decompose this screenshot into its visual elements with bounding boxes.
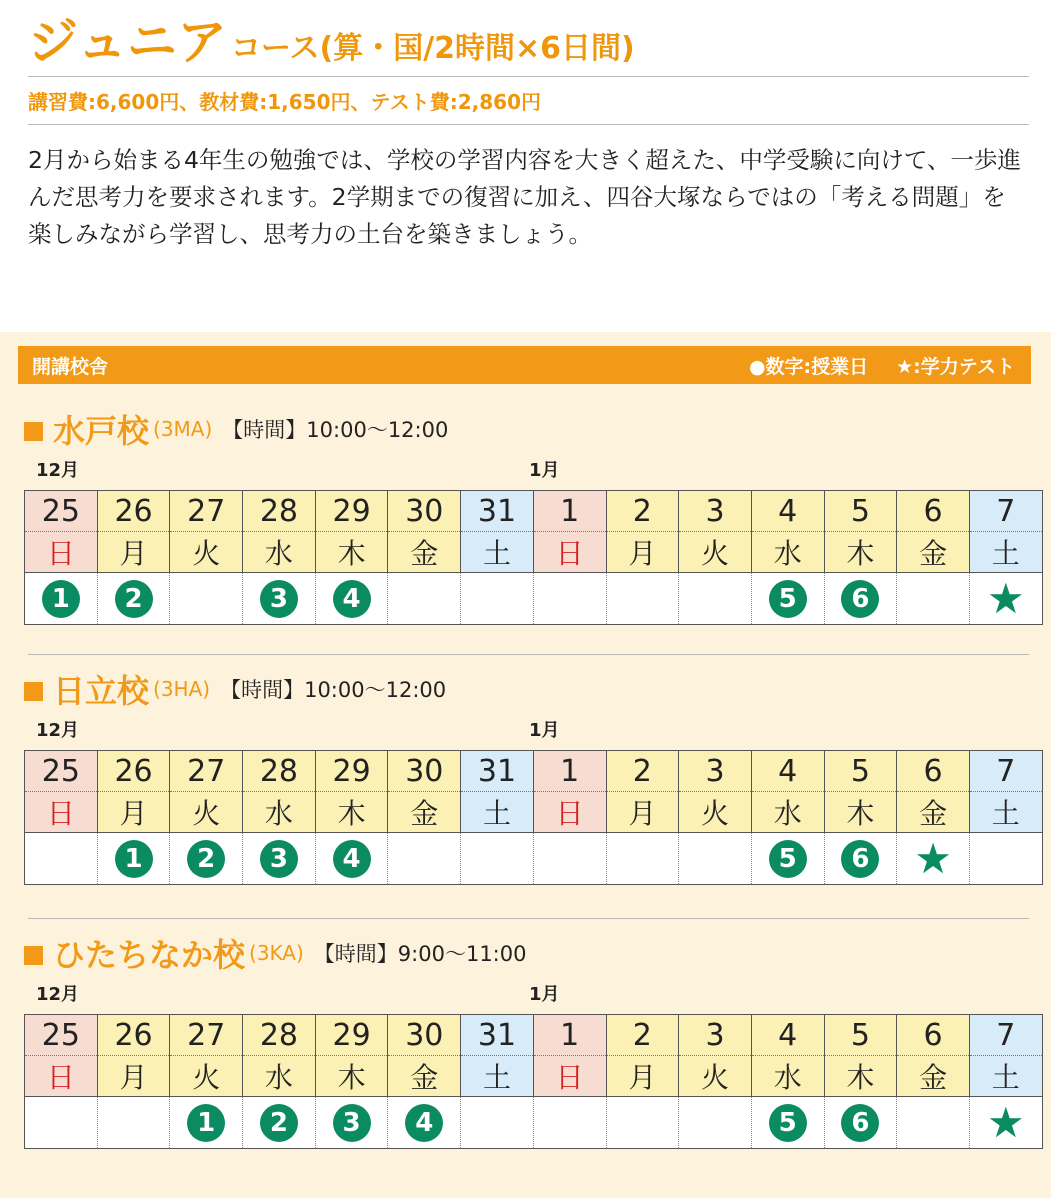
weekday-cell: 火 bbox=[679, 532, 752, 573]
mark-cell bbox=[388, 573, 461, 625]
month-label: 12月 bbox=[36, 720, 80, 741]
weekday-cell: 水 bbox=[243, 532, 316, 573]
month-label: 1月 bbox=[529, 460, 560, 481]
mark-cell bbox=[824, 1097, 897, 1149]
weekday-cell: 金 bbox=[897, 1056, 970, 1097]
weekday-cell: 日 bbox=[533, 792, 606, 833]
class-day-badge: 4 bbox=[405, 1104, 443, 1142]
campus-name: 水戸校 bbox=[53, 412, 150, 450]
mark-cell bbox=[388, 833, 461, 885]
mark-cell bbox=[897, 573, 970, 625]
date-cell: 30 bbox=[388, 491, 461, 532]
date-cell: 30 bbox=[388, 751, 461, 792]
mark-cell bbox=[25, 1097, 98, 1149]
date-cell: 31 bbox=[461, 491, 534, 532]
date-cell: 2 bbox=[606, 1015, 679, 1056]
class-day-badge: 2 bbox=[260, 1104, 298, 1142]
legend-class-day: ●数字:授業日 bbox=[748, 355, 869, 378]
schools-banner bbox=[18, 346, 1031, 384]
campus-name: 日立校 bbox=[53, 672, 150, 710]
campus-code: (3MA) bbox=[153, 417, 213, 441]
test-star-icon: ★ bbox=[914, 833, 952, 883]
weekday-cell: 月 bbox=[606, 792, 679, 833]
date-cell: 31 bbox=[461, 751, 534, 792]
date-cell: 2 bbox=[606, 751, 679, 792]
date-cell: 6 bbox=[897, 1015, 970, 1056]
date-cell: 29 bbox=[315, 1015, 388, 1056]
mark-cell bbox=[315, 573, 388, 625]
mark-cell bbox=[679, 833, 752, 885]
mark-cell bbox=[533, 833, 606, 885]
class-day-badge: 5 bbox=[769, 580, 807, 618]
mark-cell bbox=[243, 573, 316, 625]
campus-header bbox=[24, 668, 446, 710]
mark-cell bbox=[315, 1097, 388, 1149]
month-label: 1月 bbox=[529, 720, 560, 741]
weekday-cell: 金 bbox=[388, 532, 461, 573]
weekday-cell: 火 bbox=[170, 792, 243, 833]
mark-cell bbox=[461, 573, 534, 625]
weekday-cell: 水 bbox=[243, 792, 316, 833]
mark-cell bbox=[897, 833, 970, 885]
banner-label: 開講校舎 bbox=[32, 355, 109, 378]
date-cell: 31 bbox=[461, 1015, 534, 1056]
legend-test: ★:学力テスト bbox=[896, 355, 1015, 378]
test-star-icon: ★ bbox=[986, 573, 1025, 623]
date-cell: 28 bbox=[243, 751, 316, 792]
mark-cell bbox=[25, 833, 98, 885]
weekday-cell: 月 bbox=[97, 532, 170, 573]
date-cell: 3 bbox=[679, 491, 752, 532]
mark-cell bbox=[170, 833, 243, 885]
fees-text: 講習費:6,600円、教材費:1,650円、テスト費:2,860円 bbox=[28, 90, 541, 114]
mark-cell bbox=[315, 833, 388, 885]
date-cell: 6 bbox=[897, 491, 970, 532]
course-description: 2月から始まる4年生の勉強では、学校の学習内容を大きく超えた、中学受験に向けて、一歩進んだ思考力を要求されます。2学期までの復習に加え、四谷大塚ならではの「考える問題」を楽しみながら学習し、思考力の土台を築きましょう。 bbox=[28, 146, 1021, 248]
class-day-badge: 1 bbox=[115, 840, 153, 878]
weekday-cell: 日 bbox=[25, 792, 98, 833]
date-cell: 5 bbox=[824, 491, 897, 532]
mark-cell bbox=[243, 1097, 316, 1149]
weekday-cell: 火 bbox=[679, 1056, 752, 1097]
date-cell: 26 bbox=[97, 751, 170, 792]
class-day-badge: 6 bbox=[841, 840, 879, 878]
mark-cell bbox=[97, 573, 170, 625]
schedule-calendar bbox=[24, 1014, 1043, 1149]
divider bbox=[28, 124, 1029, 125]
campus-time: 【時間】10:00〜12:00 bbox=[222, 418, 449, 442]
date-cell: 25 bbox=[25, 751, 98, 792]
weekday-cell: 木 bbox=[315, 532, 388, 573]
class-day-badge: 4 bbox=[333, 580, 371, 618]
mark-cell bbox=[751, 573, 824, 625]
date-cell: 3 bbox=[679, 751, 752, 792]
date-cell: 27 bbox=[170, 491, 243, 532]
date-cell: 2 bbox=[606, 491, 679, 532]
class-day-badge: 3 bbox=[260, 580, 298, 618]
section-divider bbox=[28, 918, 1029, 919]
weekday-cell: 日 bbox=[533, 1056, 606, 1097]
weekday-cell: 月 bbox=[606, 532, 679, 573]
mark-cell bbox=[461, 1097, 534, 1149]
weekday-cell: 土 bbox=[461, 532, 534, 573]
class-day-badge: 1 bbox=[187, 1104, 225, 1142]
weekday-cell: 月 bbox=[97, 1056, 170, 1097]
month-label: 1月 bbox=[529, 984, 560, 1005]
class-day-badge: 2 bbox=[115, 580, 153, 618]
class-day-badge: 2 bbox=[187, 840, 225, 878]
campus-code: (3HA) bbox=[153, 677, 211, 701]
class-day-badge: 1 bbox=[42, 580, 80, 618]
mark-cell bbox=[824, 573, 897, 625]
weekday-cell: 火 bbox=[170, 532, 243, 573]
weekday-cell: 土 bbox=[969, 532, 1042, 573]
mark-cell bbox=[97, 833, 170, 885]
legend bbox=[749, 352, 1015, 379]
weekday-cell: 月 bbox=[606, 1056, 679, 1097]
mark-cell bbox=[533, 1097, 606, 1149]
weekday-cell: 土 bbox=[461, 792, 534, 833]
class-day-badge: 4 bbox=[333, 840, 371, 878]
mark-cell bbox=[969, 1097, 1042, 1149]
weekday-cell: 土 bbox=[969, 1056, 1042, 1097]
mark-cell bbox=[25, 573, 98, 625]
weekday-cell: 水 bbox=[751, 532, 824, 573]
date-cell: 25 bbox=[25, 1015, 98, 1056]
date-cell: 5 bbox=[824, 751, 897, 792]
mark-cell bbox=[969, 573, 1042, 625]
date-cell: 28 bbox=[243, 1015, 316, 1056]
date-cell: 7 bbox=[969, 1015, 1042, 1056]
date-cell: 7 bbox=[969, 751, 1042, 792]
weekday-cell: 日 bbox=[25, 1056, 98, 1097]
class-day-badge: 5 bbox=[769, 840, 807, 878]
campus-header bbox=[24, 408, 448, 450]
weekday-cell: 木 bbox=[824, 792, 897, 833]
date-cell: 30 bbox=[388, 1015, 461, 1056]
date-cell: 27 bbox=[170, 751, 243, 792]
mark-cell bbox=[533, 573, 606, 625]
mark-cell bbox=[751, 833, 824, 885]
weekday-cell: 水 bbox=[751, 792, 824, 833]
mark-cell bbox=[897, 1097, 970, 1149]
mark-cell bbox=[969, 833, 1042, 885]
date-cell: 1 bbox=[533, 1015, 606, 1056]
date-cell: 25 bbox=[25, 491, 98, 532]
mark-cell bbox=[170, 1097, 243, 1149]
date-cell: 4 bbox=[751, 751, 824, 792]
weekday-cell: 水 bbox=[243, 1056, 316, 1097]
date-cell: 28 bbox=[243, 491, 316, 532]
campus-time: 【時間】10:00〜12:00 bbox=[220, 678, 447, 702]
campus-header bbox=[24, 932, 526, 974]
test-star-icon: ★ bbox=[986, 1097, 1025, 1147]
weekday-cell: 水 bbox=[751, 1056, 824, 1097]
mark-cell bbox=[679, 1097, 752, 1149]
date-cell: 1 bbox=[533, 751, 606, 792]
mark-cell bbox=[388, 1097, 461, 1149]
weekday-cell: 金 bbox=[897, 532, 970, 573]
mark-cell bbox=[606, 833, 679, 885]
campus-name: ひたちなか校 bbox=[53, 936, 246, 974]
date-cell: 29 bbox=[315, 751, 388, 792]
weekday-cell: 火 bbox=[679, 792, 752, 833]
class-day-badge: 6 bbox=[841, 1104, 879, 1142]
weekday-cell: 火 bbox=[170, 1056, 243, 1097]
weekday-cell: 木 bbox=[315, 1056, 388, 1097]
weekday-cell: 金 bbox=[388, 792, 461, 833]
mark-cell bbox=[606, 1097, 679, 1149]
date-cell: 5 bbox=[824, 1015, 897, 1056]
weekday-cell: 金 bbox=[388, 1056, 461, 1097]
date-cell: 4 bbox=[751, 491, 824, 532]
weekday-cell: 土 bbox=[969, 792, 1042, 833]
weekday-cell: 木 bbox=[824, 532, 897, 573]
mark-cell bbox=[461, 833, 534, 885]
section-divider bbox=[28, 654, 1029, 655]
weekday-cell: 木 bbox=[824, 1056, 897, 1097]
mark-cell bbox=[170, 573, 243, 625]
campus-code: (3KA) bbox=[249, 941, 304, 965]
date-cell: 4 bbox=[751, 1015, 824, 1056]
schedule-calendar bbox=[24, 750, 1043, 885]
mark-cell bbox=[751, 1097, 824, 1149]
date-cell: 27 bbox=[170, 1015, 243, 1056]
divider bbox=[28, 76, 1029, 77]
square-bullet-icon bbox=[24, 946, 43, 965]
class-day-badge: 5 bbox=[769, 1104, 807, 1142]
course-title: ジュニア bbox=[28, 13, 227, 71]
class-day-badge: 6 bbox=[841, 580, 879, 618]
date-cell: 29 bbox=[315, 491, 388, 532]
weekday-cell: 金 bbox=[897, 792, 970, 833]
weekday-cell: 日 bbox=[533, 532, 606, 573]
class-day-badge: 3 bbox=[260, 840, 298, 878]
date-cell: 26 bbox=[97, 491, 170, 532]
month-label: 12月 bbox=[36, 460, 80, 481]
mark-cell bbox=[679, 573, 752, 625]
date-cell: 7 bbox=[969, 491, 1042, 532]
mark-cell bbox=[606, 573, 679, 625]
weekday-cell: 土 bbox=[461, 1056, 534, 1097]
date-cell: 26 bbox=[97, 1015, 170, 1056]
date-cell: 3 bbox=[679, 1015, 752, 1056]
course-subtitle: コース(算・国/2時間×6日間) bbox=[231, 31, 635, 66]
schedule-calendar bbox=[24, 490, 1043, 625]
square-bullet-icon bbox=[24, 422, 43, 441]
date-cell: 1 bbox=[533, 491, 606, 532]
square-bullet-icon bbox=[24, 682, 43, 701]
page-title bbox=[28, 2, 635, 72]
weekday-cell: 月 bbox=[97, 792, 170, 833]
campus-time: 【時間】9:00〜11:00 bbox=[313, 942, 527, 966]
weekday-cell: 木 bbox=[315, 792, 388, 833]
mark-cell bbox=[243, 833, 316, 885]
mark-cell bbox=[824, 833, 897, 885]
class-day-badge: 3 bbox=[333, 1104, 371, 1142]
mark-cell bbox=[97, 1097, 170, 1149]
month-label: 12月 bbox=[36, 984, 80, 1005]
date-cell: 6 bbox=[897, 751, 970, 792]
weekday-cell: 日 bbox=[25, 532, 98, 573]
